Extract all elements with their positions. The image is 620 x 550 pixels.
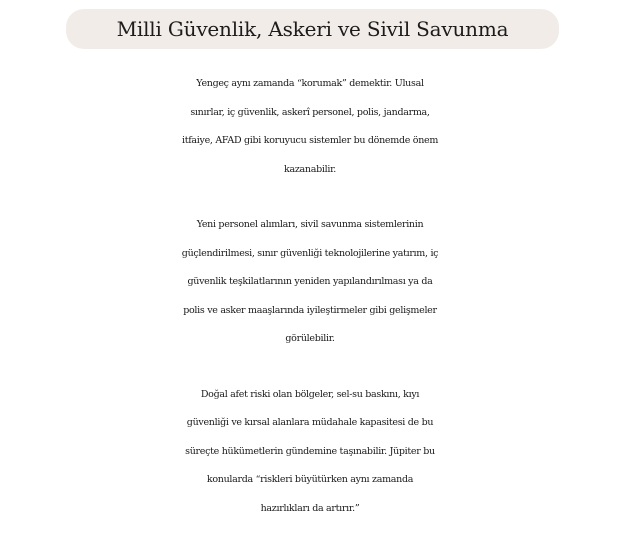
paragraph-line: güvenliği ve kırsal alanlara müdahale kapasitesi de bu [186, 417, 434, 428]
paragraph-line: Doğal afet riski olan bölgeler, sel-su baskını, kıyı [200, 388, 420, 400]
section-title-pill [66, 9, 559, 49]
paragraph-line: itfaiye, AFAD gibi koruyucu sistemler bu dönemde önem [181, 135, 439, 146]
paragraph-line: görülebilir. [285, 333, 335, 344]
paragraph-line: Yengeç aynı zamanda “korumak” demektir. Ulusal [196, 78, 424, 89]
paragraph-line: kazanabilir. [284, 163, 336, 175]
paragraph-line: güvenlik teşkilatlarının yeniden yapılandırılması ya da [187, 276, 433, 287]
paragraph-line: Yeni personel alımları, sivil savunma sistemlerinin [196, 219, 424, 230]
paragraph-2 [0, 211, 620, 354]
paragraph-3 [0, 381, 620, 524]
paragraph-line: konularda “riskleri büyütürken aynı zamanda [206, 474, 414, 485]
paragraph-line: hazırlıkları da artırır.” [260, 502, 360, 514]
paragraph-line: süreçte hükümetlerin gündemine taşınabilir. Jüpiter bu [185, 445, 435, 457]
paragraph-line: sınırlar, iç güvenlik, askerî personel, polis, jandarma, [190, 106, 430, 118]
paragraph-line: polis ve asker maaşlarında iyileştirmeler gibi gelişmeler [183, 304, 437, 316]
paragraph-line: güçlendirilmesi, sınır güvenliği teknolojilerine yatırım, iç [181, 247, 439, 259]
article-body [0, 70, 620, 550]
paragraph-1 [0, 70, 620, 184]
section-title: Milli Güvenlik, Askeri ve Sivil Savunma [116, 17, 509, 41]
